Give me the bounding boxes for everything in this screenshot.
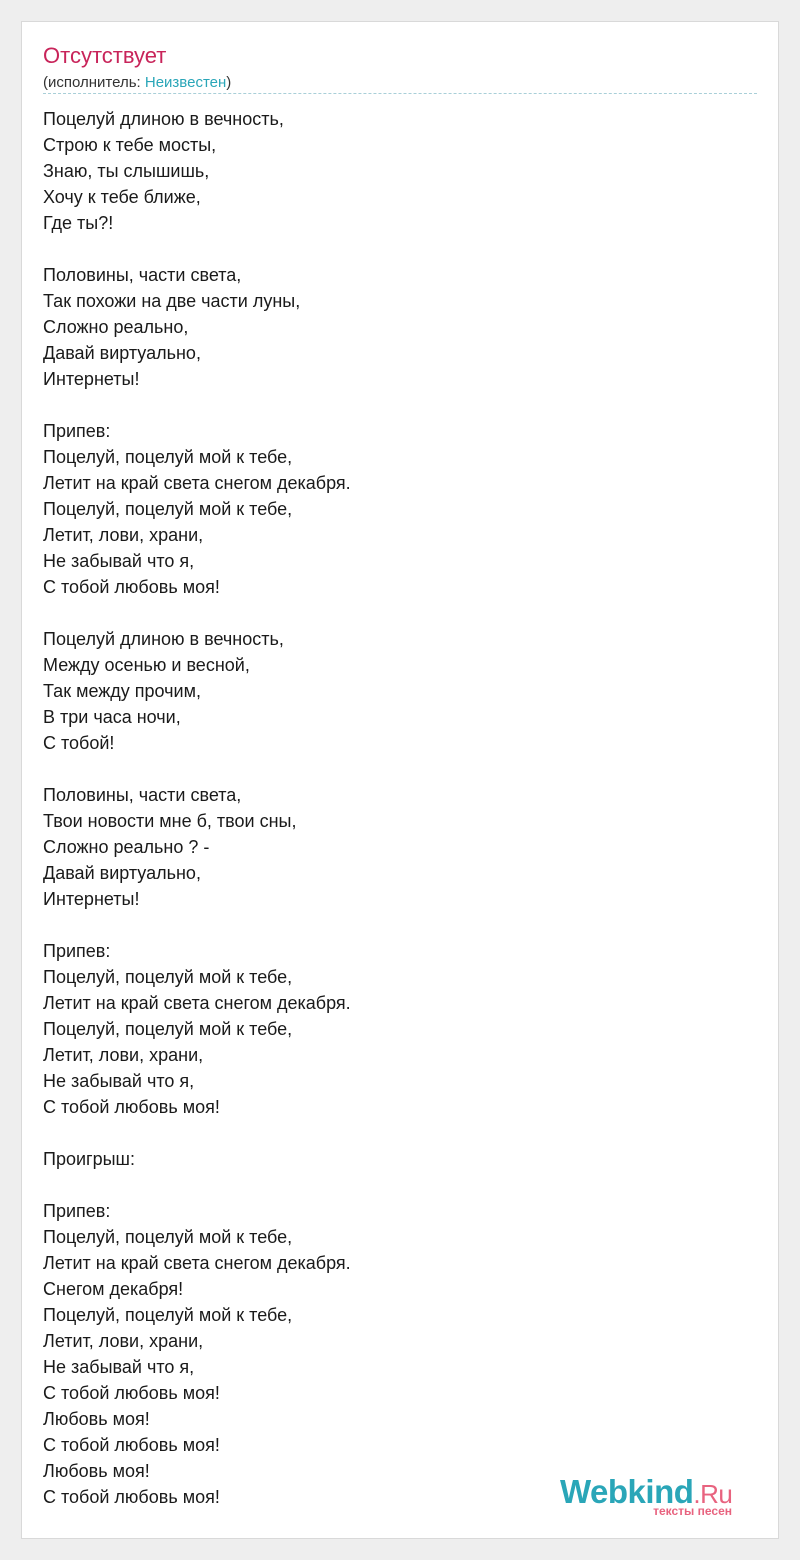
lyric-blank-line xyxy=(43,912,351,938)
lyric-line: Летит на край света снегом декабря. xyxy=(43,993,351,1013)
lyric-line: Любовь моя! xyxy=(43,1409,150,1429)
lyric-line: Летит на край света снегом декабря. xyxy=(43,473,351,493)
lyric-line: Не забывай что я, xyxy=(43,1357,195,1377)
lyric-blank-line xyxy=(43,756,351,782)
lyric-line: Где ты?! xyxy=(43,213,114,233)
lyric-line: Сложно реально ? - xyxy=(43,837,210,857)
lyric-blank-line xyxy=(43,236,351,262)
lyric-line: Припев: xyxy=(43,421,111,441)
lyric-line: Половины, части света, xyxy=(43,785,242,805)
lyric-line: С тобой любовь моя! xyxy=(43,1097,220,1117)
lyric-line: Поцелуй длиною в вечность, xyxy=(43,629,284,649)
song-title: Отсутствует xyxy=(43,43,167,68)
artist-prefix: (исполнитель: xyxy=(43,74,145,91)
lyric-line: Знаю, ты слышишь, xyxy=(43,161,210,181)
title-divider xyxy=(43,93,757,94)
lyric-line: Строю к тебе мосты, xyxy=(43,135,217,155)
lyric-line: Твои новости мне б, твои сны, xyxy=(43,811,297,831)
lyric-line: С тобой любовь моя! xyxy=(43,577,220,597)
lyric-line: Так между прочим, xyxy=(43,681,201,701)
lyric-line: Поцелуй длиною в вечность, xyxy=(43,109,284,129)
lyric-line: Давай виртуально, xyxy=(43,343,201,363)
lyric-line: С тобой любовь моя! xyxy=(43,1435,220,1455)
lyric-line: Давай виртуально, xyxy=(43,863,201,883)
lyric-line: С тобой любовь моя! xyxy=(43,1487,220,1507)
lyric-line: Летит, лови, храни, xyxy=(43,525,204,545)
lyric-line: Интернеты! xyxy=(43,889,140,909)
lyric-line: Поцелуй, поцелуй мой к тебе, xyxy=(43,1227,293,1247)
lyric-line: Припев: xyxy=(43,941,111,961)
lyric-blank-line xyxy=(43,1172,351,1198)
lyric-line: Летит, лови, храни, xyxy=(43,1045,204,1065)
lyric-line: Летит на край света снегом декабря. xyxy=(43,1253,351,1273)
lyric-line: Летит, лови, храни, xyxy=(43,1331,204,1351)
lyric-line: Между осенью и весной, xyxy=(43,655,250,675)
lyric-blank-line xyxy=(43,392,351,418)
lyric-line: С тобой! xyxy=(43,733,115,753)
lyric-blank-line xyxy=(43,1120,351,1146)
lyric-line: Так похожи на две части луны, xyxy=(43,291,301,311)
lyric-line: Поцелуй, поцелуй мой к тебе, xyxy=(43,967,293,987)
lyric-line: Поцелуй, поцелуй мой к тебе, xyxy=(43,447,293,467)
lyric-line: С тобой любовь моя! xyxy=(43,1383,220,1403)
webkind-logo[interactable] xyxy=(560,1474,750,1518)
lyric-line: Хочу к тебе ближе, xyxy=(43,187,201,207)
lyrics-card xyxy=(21,21,779,1539)
lyric-blank-line xyxy=(43,600,351,626)
lyric-line: Интернеты! xyxy=(43,369,140,389)
lyric-line: Сложно реально, xyxy=(43,317,189,337)
logo-main-text: Webkind xyxy=(560,1473,694,1510)
lyric-line: Поцелуй, поцелуй мой к тебе, xyxy=(43,1305,293,1325)
logo-tagline: тексты песен xyxy=(653,1504,732,1518)
lyrics-text xyxy=(43,106,351,1510)
lyric-line: Поцелуй, поцелуй мой к тебе, xyxy=(43,499,293,519)
lyric-line: Припев: xyxy=(43,1201,111,1221)
artist-suffix: ) xyxy=(226,74,232,91)
lyric-line: Половины, части света, xyxy=(43,265,242,285)
lyric-line: Поцелуй, поцелуй мой к тебе, xyxy=(43,1019,293,1039)
lyric-line: Проигрыш: xyxy=(43,1149,135,1169)
lyric-line: Снегом декабря! xyxy=(43,1279,184,1299)
lyric-line: В три часа ночи, xyxy=(43,707,181,727)
lyric-line: Не забывай что я, xyxy=(43,551,195,571)
artist-line xyxy=(43,73,231,93)
logo-tld-text: .Ru xyxy=(693,1479,733,1509)
artist-link[interactable]: Неизвестен xyxy=(144,74,227,91)
lyric-line: Любовь моя! xyxy=(43,1461,150,1481)
lyric-line: Не забывай что я, xyxy=(43,1071,195,1091)
